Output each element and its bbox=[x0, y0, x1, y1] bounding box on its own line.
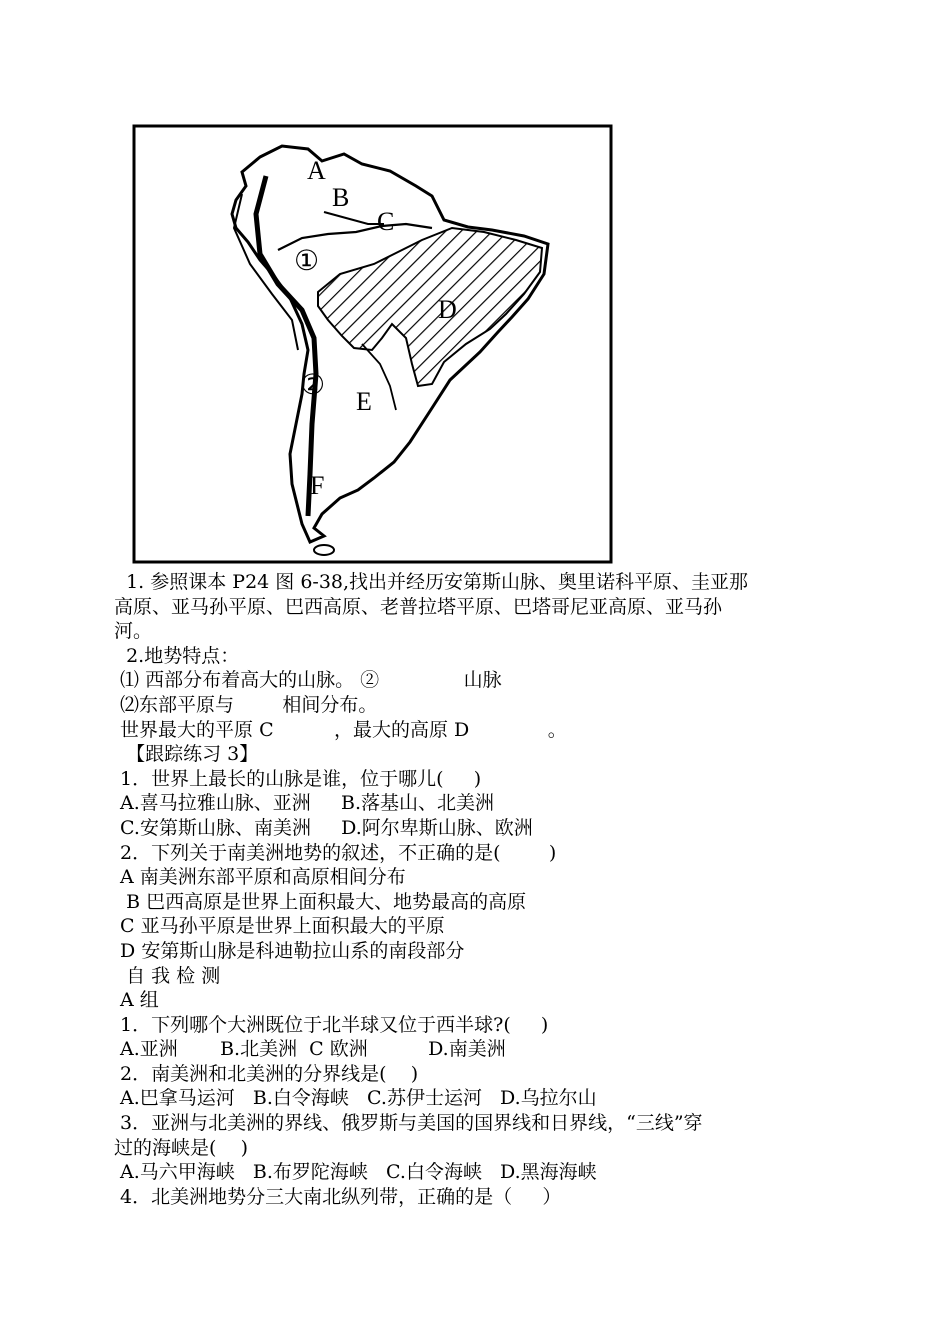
answer-option: D 安第斯山脉是科迪勒拉山系的南段部分 bbox=[114, 939, 465, 962]
answer-options: A.喜马拉雅山脉、亚洲 B.落基山、北美洲 bbox=[114, 792, 495, 815]
section-heading: 【跟踪练习 3】 bbox=[114, 743, 259, 766]
continent-outline bbox=[232, 146, 548, 542]
map-label-a: A bbox=[307, 156, 326, 185]
text-line: 世界最大的平原 C ，最大的高原 D 。 bbox=[114, 718, 567, 741]
question-continued: 过的海峡是( ) bbox=[114, 1136, 248, 1159]
group-heading: A 组 bbox=[114, 989, 159, 1012]
answer-options: C.安第斯山脉、南美洲 D.阿尔卑斯山脉、欧洲 bbox=[114, 816, 533, 839]
map-label-2: ② bbox=[300, 370, 326, 401]
map-label-e: E bbox=[356, 387, 372, 416]
answer-option: C 亚马孙平原是世界上面积最大的平原 bbox=[114, 915, 445, 938]
south-america-map bbox=[132, 124, 613, 564]
answer-options: A.马六甲海峡 B.布罗陀海峡 C.白令海峡 D.黑海海峡 bbox=[114, 1161, 597, 1184]
section-heading: 自 我 检 测 bbox=[114, 964, 221, 987]
answer-options: A.亚洲 B.北美洲 C 欧洲 D.南美洲 bbox=[114, 1038, 506, 1061]
map-label-b: B bbox=[332, 183, 350, 212]
answer-option: B 巴西高原是世界上面积最大、地势最高的高原 bbox=[114, 890, 527, 913]
question: 1．世界上最长的山脉是谁，位于哪儿( ) bbox=[114, 767, 482, 790]
text-line: 2.地势特点： bbox=[114, 644, 240, 667]
question: 1．下列哪个大洲既位于北半球又位于西半球?( ) bbox=[114, 1013, 549, 1036]
question: 4．北美洲地势分三大南北纵列带，正确的是（ ） bbox=[114, 1185, 562, 1208]
text-line: 高原、亚马孙平原、巴西高原、老普拉塔平原、巴塔哥尼亚高原、亚马孙 bbox=[114, 595, 723, 618]
question: 2．南美洲和北美洲的分界线是( ) bbox=[114, 1062, 419, 1085]
map-label-1: ① bbox=[294, 246, 320, 277]
text-line: ⑴ 西部分布着高大的山脉。 ② 山脉 bbox=[114, 669, 502, 692]
text-line: 河。 bbox=[114, 620, 153, 643]
answer-option: A 南美洲东部平原和高原相间分布 bbox=[114, 866, 406, 889]
question: 3．亚洲与北美洲的界线、俄罗斯与美国的国界线和日界线，“三线”穿 bbox=[114, 1112, 703, 1135]
tierra-del-fuego bbox=[314, 545, 334, 555]
map-label-f: F bbox=[310, 471, 325, 500]
document-body bbox=[114, 570, 834, 1209]
map-label-d: D bbox=[438, 295, 457, 324]
question: 2．下列关于南美洲地势的叙述，不正确的是( ) bbox=[114, 841, 557, 864]
text-line: ⑵东部平原与 相间分布。 bbox=[114, 693, 378, 716]
text-line: 1. 参照课本 P24 图 6-38,找出并经历安第斯山脉、奥里诺科平原、圭亚那 bbox=[114, 571, 749, 593]
answer-options: A.巴拿马运河 B.白令海峡 C.苏伊士运河 D.乌拉尔山 bbox=[114, 1087, 597, 1110]
map-label-c: C bbox=[377, 207, 395, 236]
